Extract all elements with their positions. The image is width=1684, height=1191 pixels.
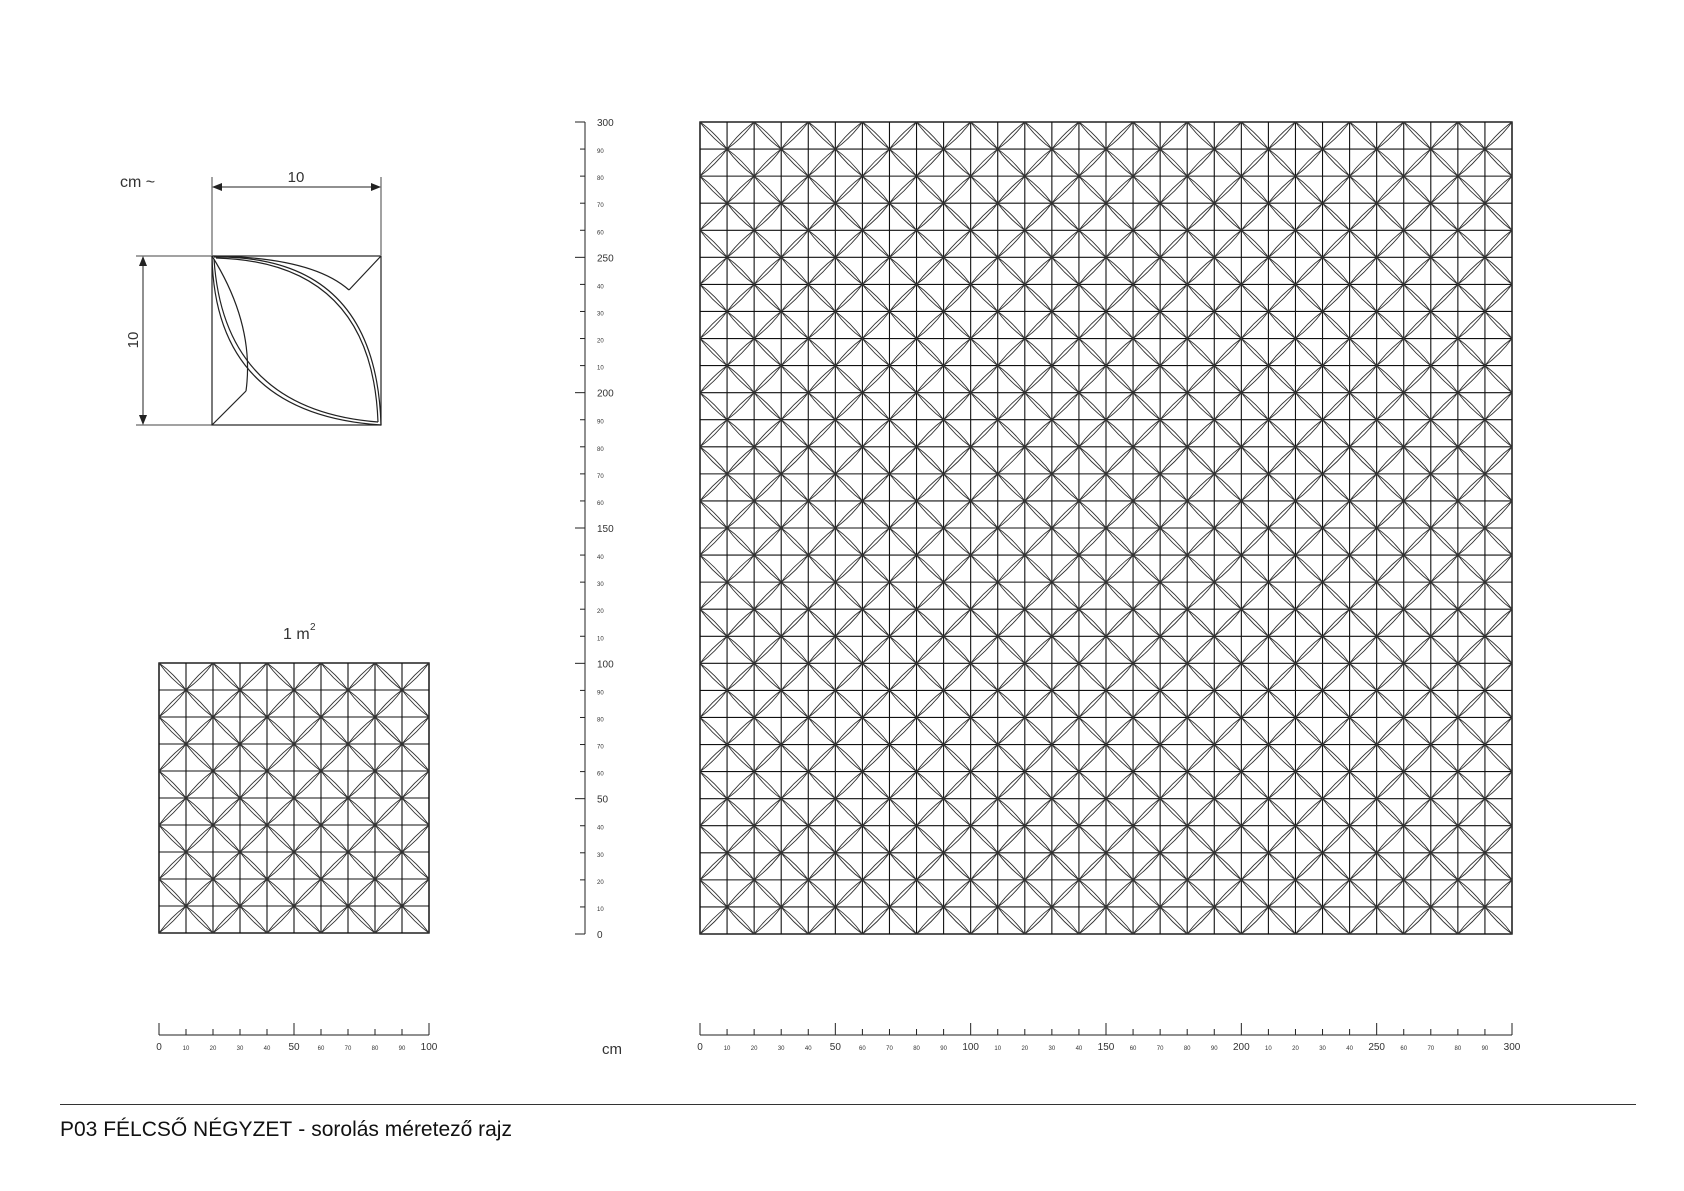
tile-unit-label: cm ~ [120, 174, 156, 191]
ruler-tick-label: 60 [859, 1046, 866, 1052]
ruler-tick-label: 20 [1021, 1046, 1029, 1052]
horizontal-ruler-1m [156, 1023, 438, 1053]
ruler-tick-label: 60 [597, 771, 604, 778]
ruler-tick-label: 10 [1265, 1046, 1272, 1052]
ruler-tick-label: 70 [886, 1046, 893, 1052]
product-code-title: P03 FÉLCSŐ NÉGYZET [60, 1118, 293, 1141]
ruler-tick-label: 300 [1503, 1042, 1521, 1053]
ruler-tick-label: 30 [777, 1046, 785, 1052]
ruler-tick-label: 40 [597, 555, 604, 562]
ruler-tick-label: 90 [398, 1046, 406, 1052]
ruler-tick-label: 30 [236, 1046, 244, 1052]
ruler-tick-label: 10 [597, 906, 604, 913]
ruler-tick-label: 100 [420, 1042, 438, 1053]
ruler-tick-label: 40 [597, 825, 604, 832]
ruler-tick-label: 10 [182, 1046, 190, 1052]
ruler-tick-label: 10 [723, 1046, 731, 1052]
ruler-tick-label: 30 [597, 311, 604, 318]
ruler-tick-label: 40 [1075, 1046, 1083, 1052]
tile-detail [120, 169, 381, 425]
ruler-tick-label: 30 [597, 852, 604, 859]
ruler-tick-label: 90 [597, 419, 604, 426]
ruler-tick-label: 30 [1048, 1046, 1056, 1052]
ruler-tick-label: 70 [597, 203, 604, 210]
ruler-tick-label: 90 [1481, 1046, 1489, 1052]
ruler-tick-label: 10 [994, 1046, 1002, 1052]
ruler-tick-label: 20 [750, 1046, 758, 1052]
ruler-tick-label: 60 [1129, 1046, 1137, 1052]
ruler-tick-label: 90 [597, 690, 604, 697]
ruler-tick-label: 150 [1097, 1042, 1115, 1053]
ruler-tick-label: 80 [913, 1046, 920, 1052]
ruler-tick-label: 0 [697, 1042, 703, 1053]
footer-divider [60, 1104, 1636, 1105]
ruler-tick-label: 60 [597, 230, 604, 237]
tile-grid-1m2 [159, 663, 429, 933]
ruler-tick-label: 0 [156, 1042, 162, 1053]
ruler-tick-label: 80 [597, 446, 604, 453]
ruler-tick-label: 30 [1319, 1046, 1326, 1052]
ruler-tick-label: 40 [1346, 1046, 1353, 1052]
ruler-tick-label: 250 [597, 253, 614, 265]
tile-width-label: 10 [287, 169, 305, 186]
ruler-tick-label: 200 [1232, 1042, 1250, 1053]
ruler-tick-label: 200 [597, 388, 614, 400]
ruler-tick-label: 20 [597, 609, 604, 616]
ruler-tick-label: 50 [288, 1042, 300, 1053]
area-superscript: 2 [310, 622, 316, 633]
footer-title [60, 1118, 512, 1142]
ruler-tick-label: 20 [597, 879, 604, 886]
ruler-tick-label: 100 [962, 1042, 980, 1053]
ruler-tick-label: 70 [597, 744, 604, 751]
ruler-tick-label: 60 [317, 1046, 325, 1052]
ruler-tick-label: 10 [597, 365, 604, 372]
ruler-tick-label: 40 [263, 1046, 271, 1052]
tile-outline [212, 256, 381, 425]
ruler-tick-label: 80 [371, 1046, 379, 1052]
title-separator: - [298, 1118, 306, 1141]
ruler-tick-label: 150 [597, 524, 614, 535]
ruler-tick-label: 10 [597, 636, 604, 643]
ruler-tick-label: 70 [1427, 1046, 1435, 1052]
ruler-tick-label: 80 [597, 717, 604, 724]
ruler-tick-label: 30 [597, 582, 604, 589]
ruler-tick-label: 70 [1156, 1046, 1164, 1052]
drawing-subtitle: sorolás méretező rajz [311, 1118, 512, 1141]
ruler-tick-label: 50 [829, 1042, 841, 1053]
area-label: 1 m [283, 626, 310, 643]
tile-height-label: 10 [125, 331, 142, 349]
ruler-tick-label: 60 [597, 500, 604, 507]
ruler-tick-label: 80 [597, 176, 604, 183]
ruler-tick-label: 70 [597, 473, 604, 480]
ruler-tick-label: 50 [597, 794, 609, 806]
ruler-tick-label: 20 [597, 338, 604, 345]
ruler-tick-label: 70 [344, 1046, 352, 1052]
ruler-tick-label: 90 [940, 1046, 947, 1052]
vertical-ruler [575, 118, 614, 941]
ruler-tick-label: 40 [804, 1046, 812, 1052]
ruler-tick-label: 20 [1292, 1046, 1299, 1052]
ruler-tick-label: 20 [209, 1046, 217, 1052]
ruler-tick-label: 90 [1210, 1046, 1218, 1052]
tile-grid-wall [700, 122, 1512, 934]
ruler-tick-label: 60 [1400, 1046, 1408, 1052]
units-label: cm [602, 1041, 622, 1058]
ruler-tick-label: 100 [597, 659, 614, 671]
ruler-tick-label: 90 [597, 149, 604, 156]
ruler-tick-label: 300 [597, 118, 614, 129]
ruler-tick-label: 250 [1368, 1042, 1386, 1053]
ruler-tick-label: 80 [1454, 1046, 1462, 1052]
horizontal-ruler-wall [697, 1023, 1521, 1053]
ruler-tick-label: 40 [597, 284, 604, 291]
ruler-tick-label: 0 [597, 930, 603, 941]
ruler-tick-label: 80 [1183, 1046, 1191, 1052]
